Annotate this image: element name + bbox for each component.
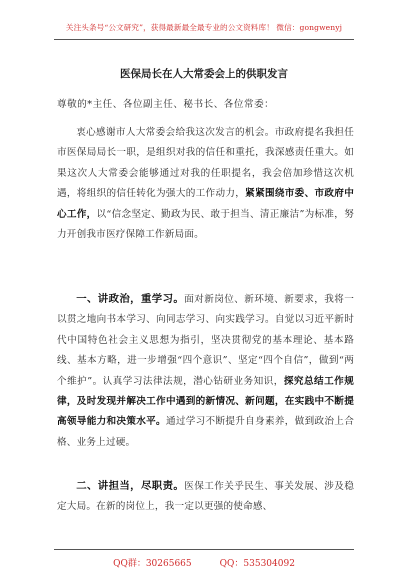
- footer-qq: QQ：535304092: [219, 559, 295, 569]
- paragraph-section-2: [57, 476, 354, 518]
- intro-text-c: 以“信念坚定、勤政为民、敢于担当、清正廉洁”为标准，努力开创我市医疗保障工作新局面。: [57, 208, 354, 241]
- section-2-heading: 二、讲担当，尽职责。: [76, 480, 185, 492]
- footer-contacts: [0, 556, 408, 569]
- section-1-text-a: 面对新岗位、新环境、新要求，我将一以贯之地向书本学习、向同志学习、向实践学习。自觉以习近平新时代中国特色社会主义思想为指引，坚决贯彻党的基本理论、基本路线、基本方略，进一步增强“四个意识”、坚定“四个自信”，做到“两个维护”。认真学习法律法规，潜心钻研业务知识，: [57, 294, 355, 387]
- section-2-text-a: 医保工作关乎民生、事关发展、涉及稳定大局。在新的岗位上，我一定以更强的使命感、: [57, 481, 355, 513]
- intro-text-emphasis: 紧紧围绕市委、市政府中心工作，: [57, 188, 354, 220]
- intro-text-a: 衷心感谢市人大常委会给我这次发言的机会。市政府提名我担任市医保局局长一职，是组织对我的信任和重托，我深感责任重大。如果这次人大常委会能够通过对我的任职提名，我会倍加珍惜这次机遇，将组织的信任转化为强大的工作动力，: [57, 127, 354, 200]
- section-1-heading: 一、讲政治，重学习。: [76, 293, 185, 305]
- document-title: 医保局长在人大常委会上的供职发言: [120, 68, 288, 80]
- footer-divider: [54, 549, 354, 550]
- section-1-text-emphasis: 探究总结工作规律，及时发现并解决工作中遇到的新情况、新问题，在实践中不断提高领导能力和决策水平。: [57, 375, 354, 428]
- header-divider: [54, 39, 354, 40]
- paragraph-intro: [57, 123, 354, 245]
- footer-qq-group: QQ群：30265665: [113, 559, 192, 569]
- section-1-text-c: 通过学习不断提升自身素养，做到政治上合格、业务上过硬。: [57, 416, 354, 448]
- banner-text: 关注头条号“公文研究”，获得最新最全最专业的公文资料库！ 微信：gongwenyj: [65, 23, 343, 32]
- salutation: 尊敬的*主任、各位副主任、秘书长、各位常委：: [57, 99, 275, 110]
- paragraph-section-1: [57, 289, 354, 453]
